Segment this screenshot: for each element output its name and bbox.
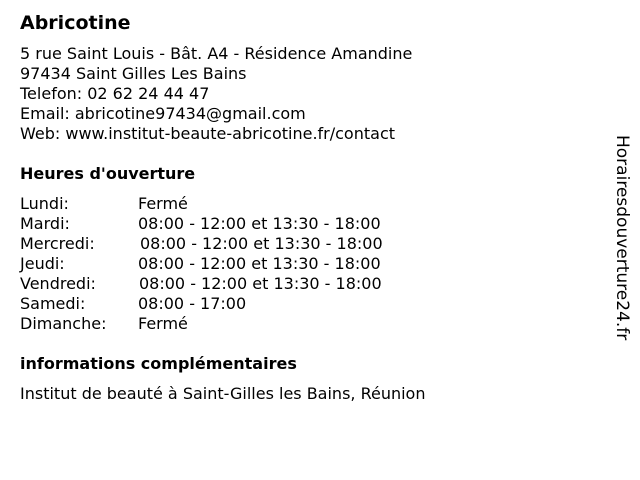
day-hours: 08:00 - 12:00 et 13:30 - 18:00 [138,214,381,233]
day-hours: 08:00 - 12:00 et 13:30 - 18:00 [139,274,382,293]
phone-line: Telefon: 02 62 24 44 47 [20,84,210,103]
address-line-street: 5 rue Saint Louis - Bât. A4 - Résidence Amandine [20,44,413,63]
day-label: Mardi: [20,214,70,233]
day-label: Lundi: [20,194,69,213]
day-hours: 08:00 - 12:00 et 13:30 - 18:00 [138,254,381,273]
address-line-city: 97434 Saint Gilles Les Bains [20,64,247,83]
web-line: Web: www.institut-beaute-abricotine.fr/contact [20,124,396,143]
day-hours: Fermé [138,194,188,213]
day-hours: 08:00 - 12:00 et 13:30 - 18:00 [140,234,383,253]
contact-block [20,44,412,144]
email-line: Email: abricotine97434@gmail.com [20,104,306,123]
additional-info-text: Institut de beauté à Saint-Gilles les Bains, Réunion [20,384,426,403]
day-label: Jeudi: [20,254,65,273]
day-label: Vendredi: [20,274,96,293]
day-label: Samedi: [20,294,86,313]
business-name: Abricotine [20,12,131,34]
opening-hours-heading: Heures d'ouverture [20,164,196,183]
site-watermark: Horairesdouverture24.fr [612,135,632,341]
additional-info-heading: informations complémentaires [20,354,297,373]
day-hours: 08:00 - 17:00 [138,294,247,313]
day-hours: Fermé [138,314,188,333]
day-label: Mercredi: [20,234,95,253]
day-label: Dimanche: [20,314,107,333]
